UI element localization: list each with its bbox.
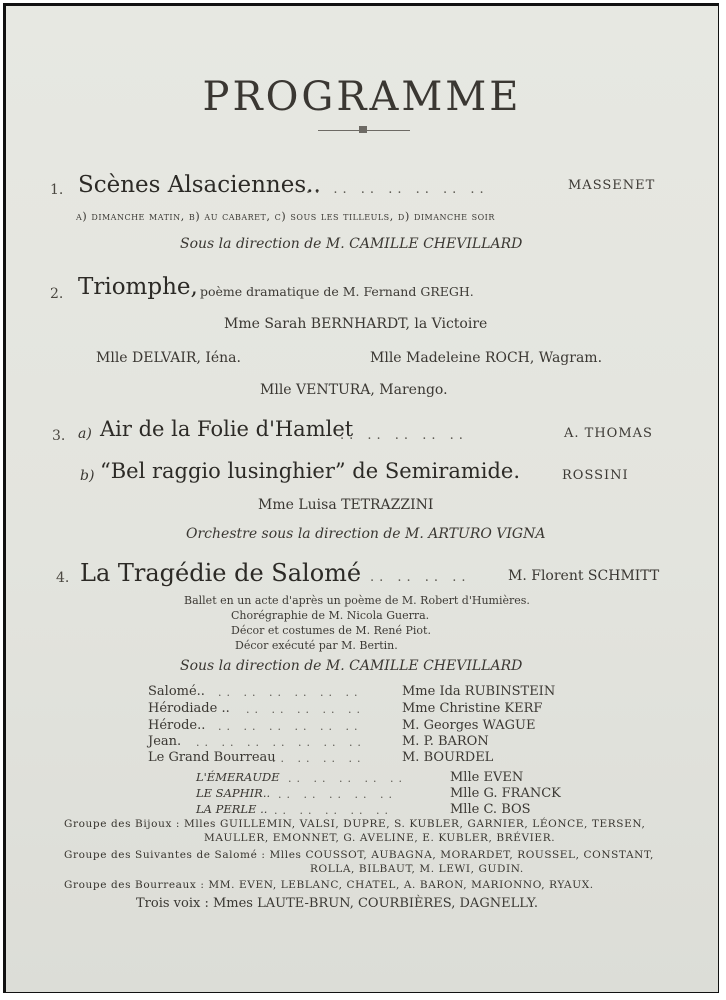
item-1-composer: MASSENET (568, 178, 656, 193)
item-2-title: Triomphe, (78, 274, 198, 300)
item-1-number: 1. (50, 182, 64, 198)
item-1-direction: Sous la direction de M. CAMILLE CHEVILLARD (180, 236, 523, 252)
item-2-cast-delvair: Mlle DELVAIR, Iéna. (96, 350, 241, 366)
group-line: Groupe des Bijoux : Mlles GUILLEMIN, VALSI, DUPRE, S. KUBLER, GARNIER, LÉONCE, TERSEN, (64, 818, 646, 830)
jewel-dots: .. .. .. .. .. (288, 772, 407, 785)
item-3b-composer: ROSSINI (562, 468, 629, 483)
item-4-composer: M. Florent SCHMITT (508, 568, 660, 584)
item-3-singer: Mme Luisa TETRAZZINI (258, 497, 434, 513)
group-line: Groupe des Suivantes de Salomé : Mlles COUSSOT, AUBAGNA, MORARDET, ROUSSEL, CONSTANT, (64, 849, 654, 861)
item-1-title: Scènes Alsaciennes.. (78, 172, 321, 198)
item-4-dots: .. .. .. .. (370, 570, 471, 585)
item-4-direction: Sous la direction de M. CAMILLE CHEVILLARD (180, 658, 523, 674)
jewel-artist: Mlle EVEN (450, 770, 524, 785)
item-3a-composer: A. THOMAS (564, 426, 653, 441)
item-2-cast-lead: Mme Sarah BERNHARDT, la Victoire (224, 316, 488, 332)
cast-role: Hérodiade .. (148, 701, 230, 716)
item-3b-title: “Bel raggio lusinghier” de Semiramide. (100, 459, 521, 483)
item-2-number: 2. (50, 286, 64, 302)
cast-artist: Mme Christine KERF (402, 701, 543, 716)
item-3a-title: Air de la Folie d'Hamlet (100, 417, 354, 441)
item-4-number: 4. (56, 570, 70, 586)
item-2-cast-ventura: Mlle VENTURA, Marengo. (260, 382, 448, 398)
item-3a-dots: .. .. .. .. .. (340, 428, 468, 443)
cast-artist: Mme Ida RUBINSTEIN (402, 684, 556, 699)
item-3a-label: a) (78, 426, 92, 442)
jewel-role: LE SAPHIR.. (196, 786, 271, 800)
jewel-dots: .. .. .. .. .. (274, 804, 393, 817)
cast-dots: .. .. .. .. .. .. .. (196, 736, 366, 749)
item-2-subtitle: poème dramatique de M. Fernand GREGH. (200, 284, 474, 299)
item-4-credit-3: Décor et costumes de M. René Piot. (231, 624, 431, 637)
group-line: MAULLER, EMONNET, G. AVELINE, E. KUBLER, BRÉVIER. (204, 832, 556, 844)
cast-dots: .. .. .. .. .. .. (218, 720, 363, 733)
item-1-dots: .. .. .. .. .. .. .. (306, 182, 489, 197)
group-line: ROLLA, BILBAUT, M. LEWI, GUDIN. (310, 863, 524, 875)
item-1-parts: a) dimanche matin, b) au cabaret, c) sous les tilleuls, d) dimanche soir (76, 209, 495, 223)
item-3-orchestra: Orchestre sous la direction de M. ARTURO VIGNA (186, 526, 546, 542)
programme-page (6, 6, 718, 992)
cast-role: Le Grand Bourreau (148, 750, 276, 765)
cast-artist: M. BOURDEL (402, 750, 494, 765)
jewel-role: LA PERLE .. (196, 802, 268, 816)
cast-role: Jean. (148, 734, 182, 749)
item-4-credit-2: Chorégraphie de M. Nicola Guerra. (231, 609, 430, 622)
page-title: PROGRAMME (202, 74, 522, 120)
jewel-artist: Mlle C. BOS (450, 802, 531, 817)
cast-role: Hérode.. (148, 718, 206, 733)
item-4-credit-4: Décor exécuté par M. Bertin. (235, 639, 398, 652)
cast-artist: M. P. BARON (402, 734, 489, 749)
group-line: Groupe des Bourreaux : MM. EVEN, LEBLANC, CHATEL, A. BARON, MARIONNO, RYAUX. (64, 879, 594, 891)
item-2-cast-roch: Mlle Madeleine ROCH, Wagram. (370, 350, 603, 366)
title-rule-ornament (359, 126, 367, 133)
jewel-artist: Mlle G. FRANCK (450, 786, 561, 801)
item-4-title: La Tragédie de Salomé (80, 559, 362, 587)
cast-dots: .. .. .. .. .. (246, 703, 365, 716)
cast-role: Salomé.. (148, 684, 205, 699)
item-3b-label: b) (80, 468, 95, 484)
jewel-role: L'ÉMERAUDE (196, 770, 280, 784)
cast-artist: M. Georges WAGUE (402, 718, 536, 733)
cast-dots: .. .. .. .. (272, 752, 366, 765)
item-4-credit-1: Ballet en un acte d'après un poème de M. Robert d'Humières. (184, 594, 530, 607)
item-3-number: 3. (52, 428, 66, 444)
trois-voix: Trois voix : Mmes LAUTE-BRUN, COURBIÈRES, DAGNELLY. (136, 896, 539, 911)
jewel-dots: .. .. .. .. .. (278, 788, 397, 801)
cast-dots: .. .. .. .. .. .. (218, 686, 363, 699)
